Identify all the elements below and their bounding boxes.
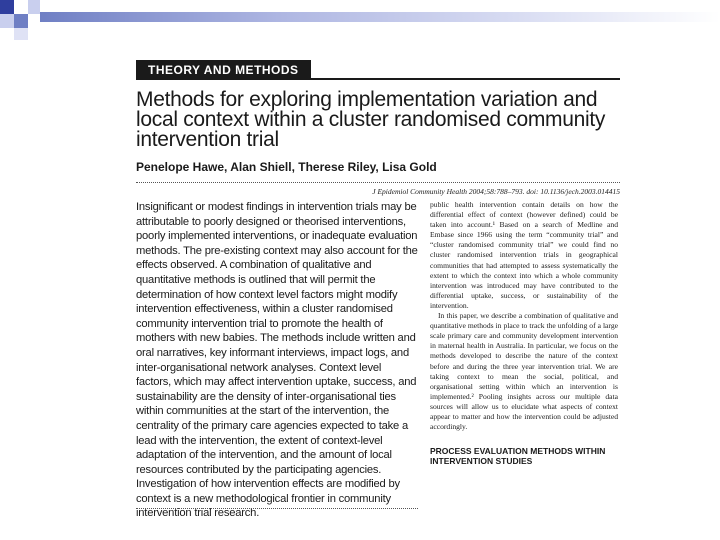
deco-square bbox=[28, 0, 40, 14]
article-page bbox=[136, 60, 620, 520]
article-body bbox=[136, 200, 620, 520]
deco-square bbox=[0, 28, 14, 40]
deco-square bbox=[0, 14, 14, 28]
slide-header-decoration bbox=[0, 0, 720, 60]
header-gradient-bar bbox=[40, 12, 720, 22]
body-paragraph: In this paper, we describe a combination of qualitative and quantitative methods in place to track the unfolding of a large scale primary care and community development intervention in maternal health in Australia. In particular, we focus on the methods developed to describe the nature of the context before and during the three year intervention trial. We are taking context to mean the social, political, and organisational setting within which an intervention is implemented.² Pooling insights across our multiple data sources will allow us to elucidate what aspects of context appear to matter and how the intervention could be adjusted accordingly. bbox=[430, 311, 618, 432]
deco-square bbox=[0, 0, 14, 14]
deco-square bbox=[28, 14, 40, 28]
abstract-text: Insignificant or modest findings in intervention trials may be attributable to poorly designed or theorised interventions, poorly implemented interventions, or inadequate evaluation methods. The pre-existing context may also account for the effects observed. A combination of qualitative and quantitative methods is outlined that will permit the determination of how context level factors might modify intervention effectiveness, within a cluster randomised community intervention trial to promote the health of mothers with new babies. The methods include written and oral narratives, key informant interviews, impact logs, and inter-organisational network analyses. Context level factors, which may affect intervention uptake, success, and sustainability are the density of inter-organisational ties within communities at the start of the intervention, the centrality of the primary care agencies expected to take a lead with the intervention, the extent of context-level adaptation of the intervention, and the amount of local resources contributed by the participating agencies. Investigation of how intervention effects are modified by context is a new methodological frontier in community intervention trial research. bbox=[136, 201, 418, 520]
body-column bbox=[430, 200, 618, 466]
section-tag: THEORY AND METHODS bbox=[136, 60, 311, 80]
author-list: Penelope Hawe, Alan Shiell, Therese Riley, Lisa Gold bbox=[136, 160, 437, 174]
deco-square bbox=[14, 0, 28, 14]
deco-square bbox=[14, 14, 28, 28]
article-title: Methods for exploring implementation variation and local context within a cluster randomised community intervention trial bbox=[136, 88, 606, 151]
dotted-divider bbox=[136, 508, 418, 509]
section-subheading: PROCESS EVALUATION METHODS WITHIN INTERVENTION STUDIES bbox=[430, 446, 606, 467]
deco-square bbox=[14, 28, 28, 40]
dotted-divider bbox=[136, 178, 620, 183]
body-paragraph: public health intervention contain details on how the differential effect of context (however defined) could be taken into account.¹ Based on a search of Medline and Embase since 1966 using the term “community trial” and “cluster randomised community trial” we could find no cluster randomised intervention trials in geographical communities that had attempted to assess systematically the extent to which the context into which a whole community intervention was introduced may have contributed to the differential uptake, success, or sustainability of the intervention. bbox=[430, 200, 618, 310]
journal-citation: J Epidemiol Community Health 2004;58:788–793. doi: 10.1136/jech.2003.014415 bbox=[372, 187, 620, 196]
